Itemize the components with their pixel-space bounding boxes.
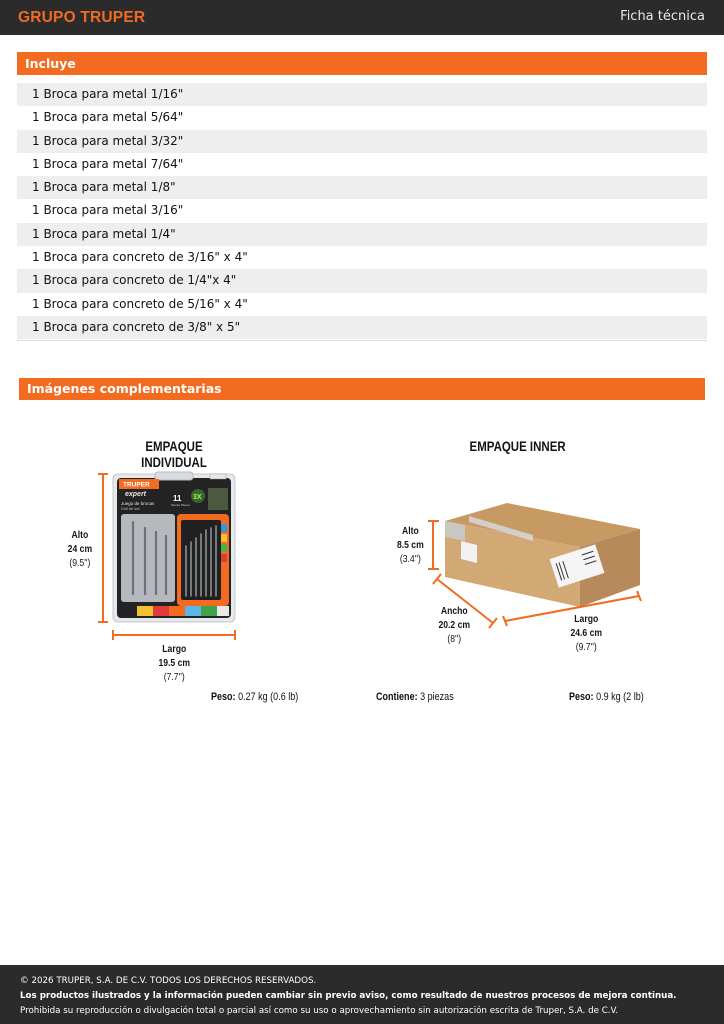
individual-largo-dimension [144,642,204,684]
grupo-truper-logo: GRUPO TRUPER [18,9,146,26]
footer-disclaimer: Los productos ilustrados y la información pueden cambiar sin previo aviso, como resultado de nuestros procesos de mejora continua. [20,991,677,1001]
package-brand-text: TRUPER [123,481,150,489]
inner-ancho-label: Ancho [440,605,468,617]
individual-alto-imperial: (9.5'') [69,557,91,569]
inner-alto-dimension [380,524,440,566]
inner-contents-label: Contiene: [376,691,418,703]
package-count-text: 11 [173,494,182,503]
inner-alto-label: Alto [401,525,419,537]
inner-contents-value: 3 piezas [420,691,454,703]
page-footer [0,965,724,1024]
list-item: 1 Broca para metal 1/8" [17,176,707,199]
inner-ancho-imperial: (8'') [447,633,461,645]
top-header [0,0,724,35]
inner-weight-value: 0.9 kg (2 lb) [596,691,644,703]
list-item: 1 Broca para metal 3/32" [17,130,707,153]
list-item: 1 Broca para concreto de 1/4"x 4" [17,269,707,292]
document-type-label: Ficha técnica [620,9,705,24]
imagenes-section-title: Imágenes complementarias [19,378,705,400]
individual-alto-label: Alto [71,529,89,541]
inner-ancho-dimension [424,604,484,646]
individual-weight-value: 0.27 kg (0.6 lb) [238,691,299,703]
inner-contents [376,690,471,703]
inner-alto-imperial: (3.4'') [399,553,421,565]
incluye-section-title: Incluye [17,52,707,75]
width-dimension-line [113,630,235,640]
inner-weight [569,690,660,703]
package-badge-text: 3X [193,494,202,501]
individual-largo-value: 19.5 cm [158,657,190,669]
list-item: 1 Broca para metal 1/16" [17,83,707,106]
package-name-en-text: Drill bit set [121,506,140,511]
package-name-text: Juego de brocas [121,501,155,506]
footer-prohibition: Prohibida su reproducción o divulgación total o parcial así como su uso o aprovechamiento sin autorización escrita de Truper, S.A. de C.V. [20,1006,619,1016]
inner-weight-label: Peso: [569,691,594,703]
individual-package-heading: EMPAQUE INDIVIDUAL [141,438,207,470]
inner-package-heading: EMPAQUE INNER [469,438,567,454]
list-item: 1 Broca para concreto de 3/8" x 5" [17,316,707,339]
individual-alto-dimension [50,528,110,570]
individual-largo-label: Largo [162,643,186,655]
individual-weight [211,690,317,703]
individual-alto-value: 24 cm [67,543,93,555]
list-divider [17,340,707,341]
incluye-list [17,83,707,339]
list-item: 1 Broca para metal 5/64" [32,110,184,125]
inner-largo-imperial: (9.7'') [575,641,597,653]
individual-largo-imperial: (7.7'') [163,671,185,683]
inner-largo-label: Largo [574,613,598,625]
list-item: 1 Broca para metal 1/4" [17,223,707,246]
list-item: 1 Broca para concreto de 5/16" x 4" [32,296,248,311]
list-item: 1 Broca para concreto de 3/16" x 4" [32,250,248,265]
package-line-text: expert [125,491,147,498]
inner-ancho-value: 20.2 cm [438,619,470,631]
individual-package-illustration [95,468,245,640]
list-item: 1 Broca para metal 7/64" [32,156,184,171]
package-count-label: Piezas Pieces [171,503,190,507]
footer-copyright: © 2026 TRUPER, S.A. DE C.V. TODOS LOS DERECHOS RESERVADOS. [20,976,317,986]
inner-largo-value: 24.6 cm [570,627,602,639]
inner-alto-value: 8.5 cm [396,539,424,551]
inner-largo-dimension [556,612,616,654]
list-item: 1 Broca para metal 3/16" [32,203,184,218]
individual-weight-label: Peso: [211,691,236,703]
